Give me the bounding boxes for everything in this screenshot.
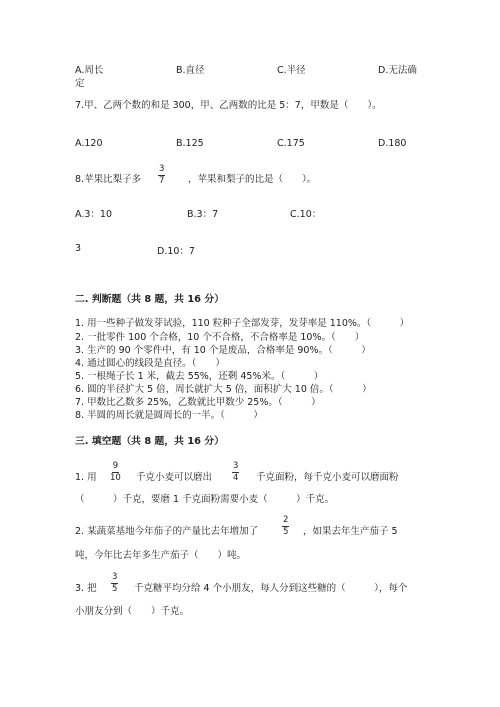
fill2-fraction <box>282 516 289 536</box>
q8-option-a: A.3：10 <box>75 209 112 220</box>
fraction-denominator: 5 <box>283 526 289 537</box>
q6-option-a: A.周长 <box>75 65 104 76</box>
fraction-numerator: 3 <box>159 164 165 174</box>
fraction-denominator: 4 <box>233 472 239 483</box>
q7-option-c: C.175 <box>277 138 305 149</box>
fill2-suffix: ，如果去年生产茄子 5 <box>303 526 398 537</box>
fraction-numerator: 9 <box>112 461 119 471</box>
fill1-mid: 千克小麦可以磨出 <box>136 472 213 483</box>
q6-option-d: D.无法确 <box>378 65 417 76</box>
fill2-prefix: 2. 某蔬菜基地今年茄子的产量比去年增加了 <box>75 526 259 537</box>
q7-option-b: B.125 <box>176 138 204 149</box>
q6-option-a-wrap: 定 <box>75 78 85 89</box>
fill3-prefix: 3. 把 <box>75 583 97 594</box>
fill2-line2: 吨，今年比去年多生产茄子（ ）吨。 <box>75 550 247 561</box>
fill3-suffix: 千克糖平均分给 4 个小朋友，每人分到这些糖的（ ），每个 <box>134 583 408 594</box>
q8-option-b: B.3：7 <box>187 209 219 220</box>
q6-option-b: B.直径 <box>176 65 205 76</box>
q7-option-a: A.120 <box>75 138 103 149</box>
q7-text: 7.甲、乙两个数的和是 300，甲、乙两数的比是 5：7，甲数是（ ）。 <box>75 100 382 111</box>
q8-fraction <box>158 165 165 185</box>
fill1-suffix: 千克面粉，每千克小麦可以磨面粉 <box>256 472 399 483</box>
judge-item-4: 4. 通过圆心的线段是直径。（ ） <box>75 358 225 369</box>
q7-option-d: D.180 <box>378 138 407 149</box>
fill1-fraction-1 <box>110 462 121 482</box>
q6-option-c: C.半径 <box>277 65 306 76</box>
section3-title: 三. 填空题（共 8 题，共 16 分） <box>75 436 224 447</box>
q8-prefix: 8.苹果比梨子多 <box>75 174 142 185</box>
fraction-numerator: 2 <box>283 515 289 525</box>
fill1-fraction-2 <box>232 462 239 482</box>
fill3-line2: 小朋友分到（ ）千克。 <box>75 606 190 617</box>
q8-suffix: ，苹果和梨子的比是（ ）。 <box>188 174 317 185</box>
q8-option-d: D.10：7 <box>157 246 195 257</box>
section2-title: 二. 判断题（共 8 题，共 16 分） <box>75 294 224 305</box>
judge-item-3: 3. 生产的 90 个零件中，有 10 个是废品，合格率是 90%。（ ） <box>75 345 371 356</box>
q8-option-c-wrap: 3 <box>75 243 82 254</box>
q8-option-c: C.10： <box>290 209 322 220</box>
judge-item-7: 7. 甲数比乙数多 25%，乙数就比甲数少 25%。（ ） <box>75 397 321 408</box>
judge-item-2: 2. 一批零件 100 个合格，10 个不合格，不合格率是 10%。（ ） <box>75 332 365 343</box>
judge-item-5: 5. 一根绳子长 1 米，截去 55%，还剩 45%米。（ ） <box>75 371 324 382</box>
fill1-line2: （ ）千克，要磨 1 千克面粉需要小麦（ ）千克。 <box>75 494 335 505</box>
fraction-numerator: 3 <box>112 572 118 582</box>
fraction-denominator: 10 <box>110 472 121 483</box>
fraction-denominator: 5 <box>112 583 118 594</box>
judge-item-6: 6. 圆的半径扩大 5 倍，周长就扩大 5 倍，面积扩大 10 倍。（ ） <box>75 384 372 395</box>
fill3-fraction <box>111 573 118 593</box>
fraction-denominator: 7 <box>159 175 165 186</box>
judge-item-8: 8. 半圆的周长就是圆周长的一半。（ ） <box>75 410 263 421</box>
fraction-numerator: 3 <box>233 461 239 471</box>
fill1-prefix: 1. 用 <box>75 472 97 483</box>
judge-item-1: 1. 用一些种子做发芽试验，110 粒种子全部发芽，发芽率是 110%。（ ） <box>75 318 410 329</box>
